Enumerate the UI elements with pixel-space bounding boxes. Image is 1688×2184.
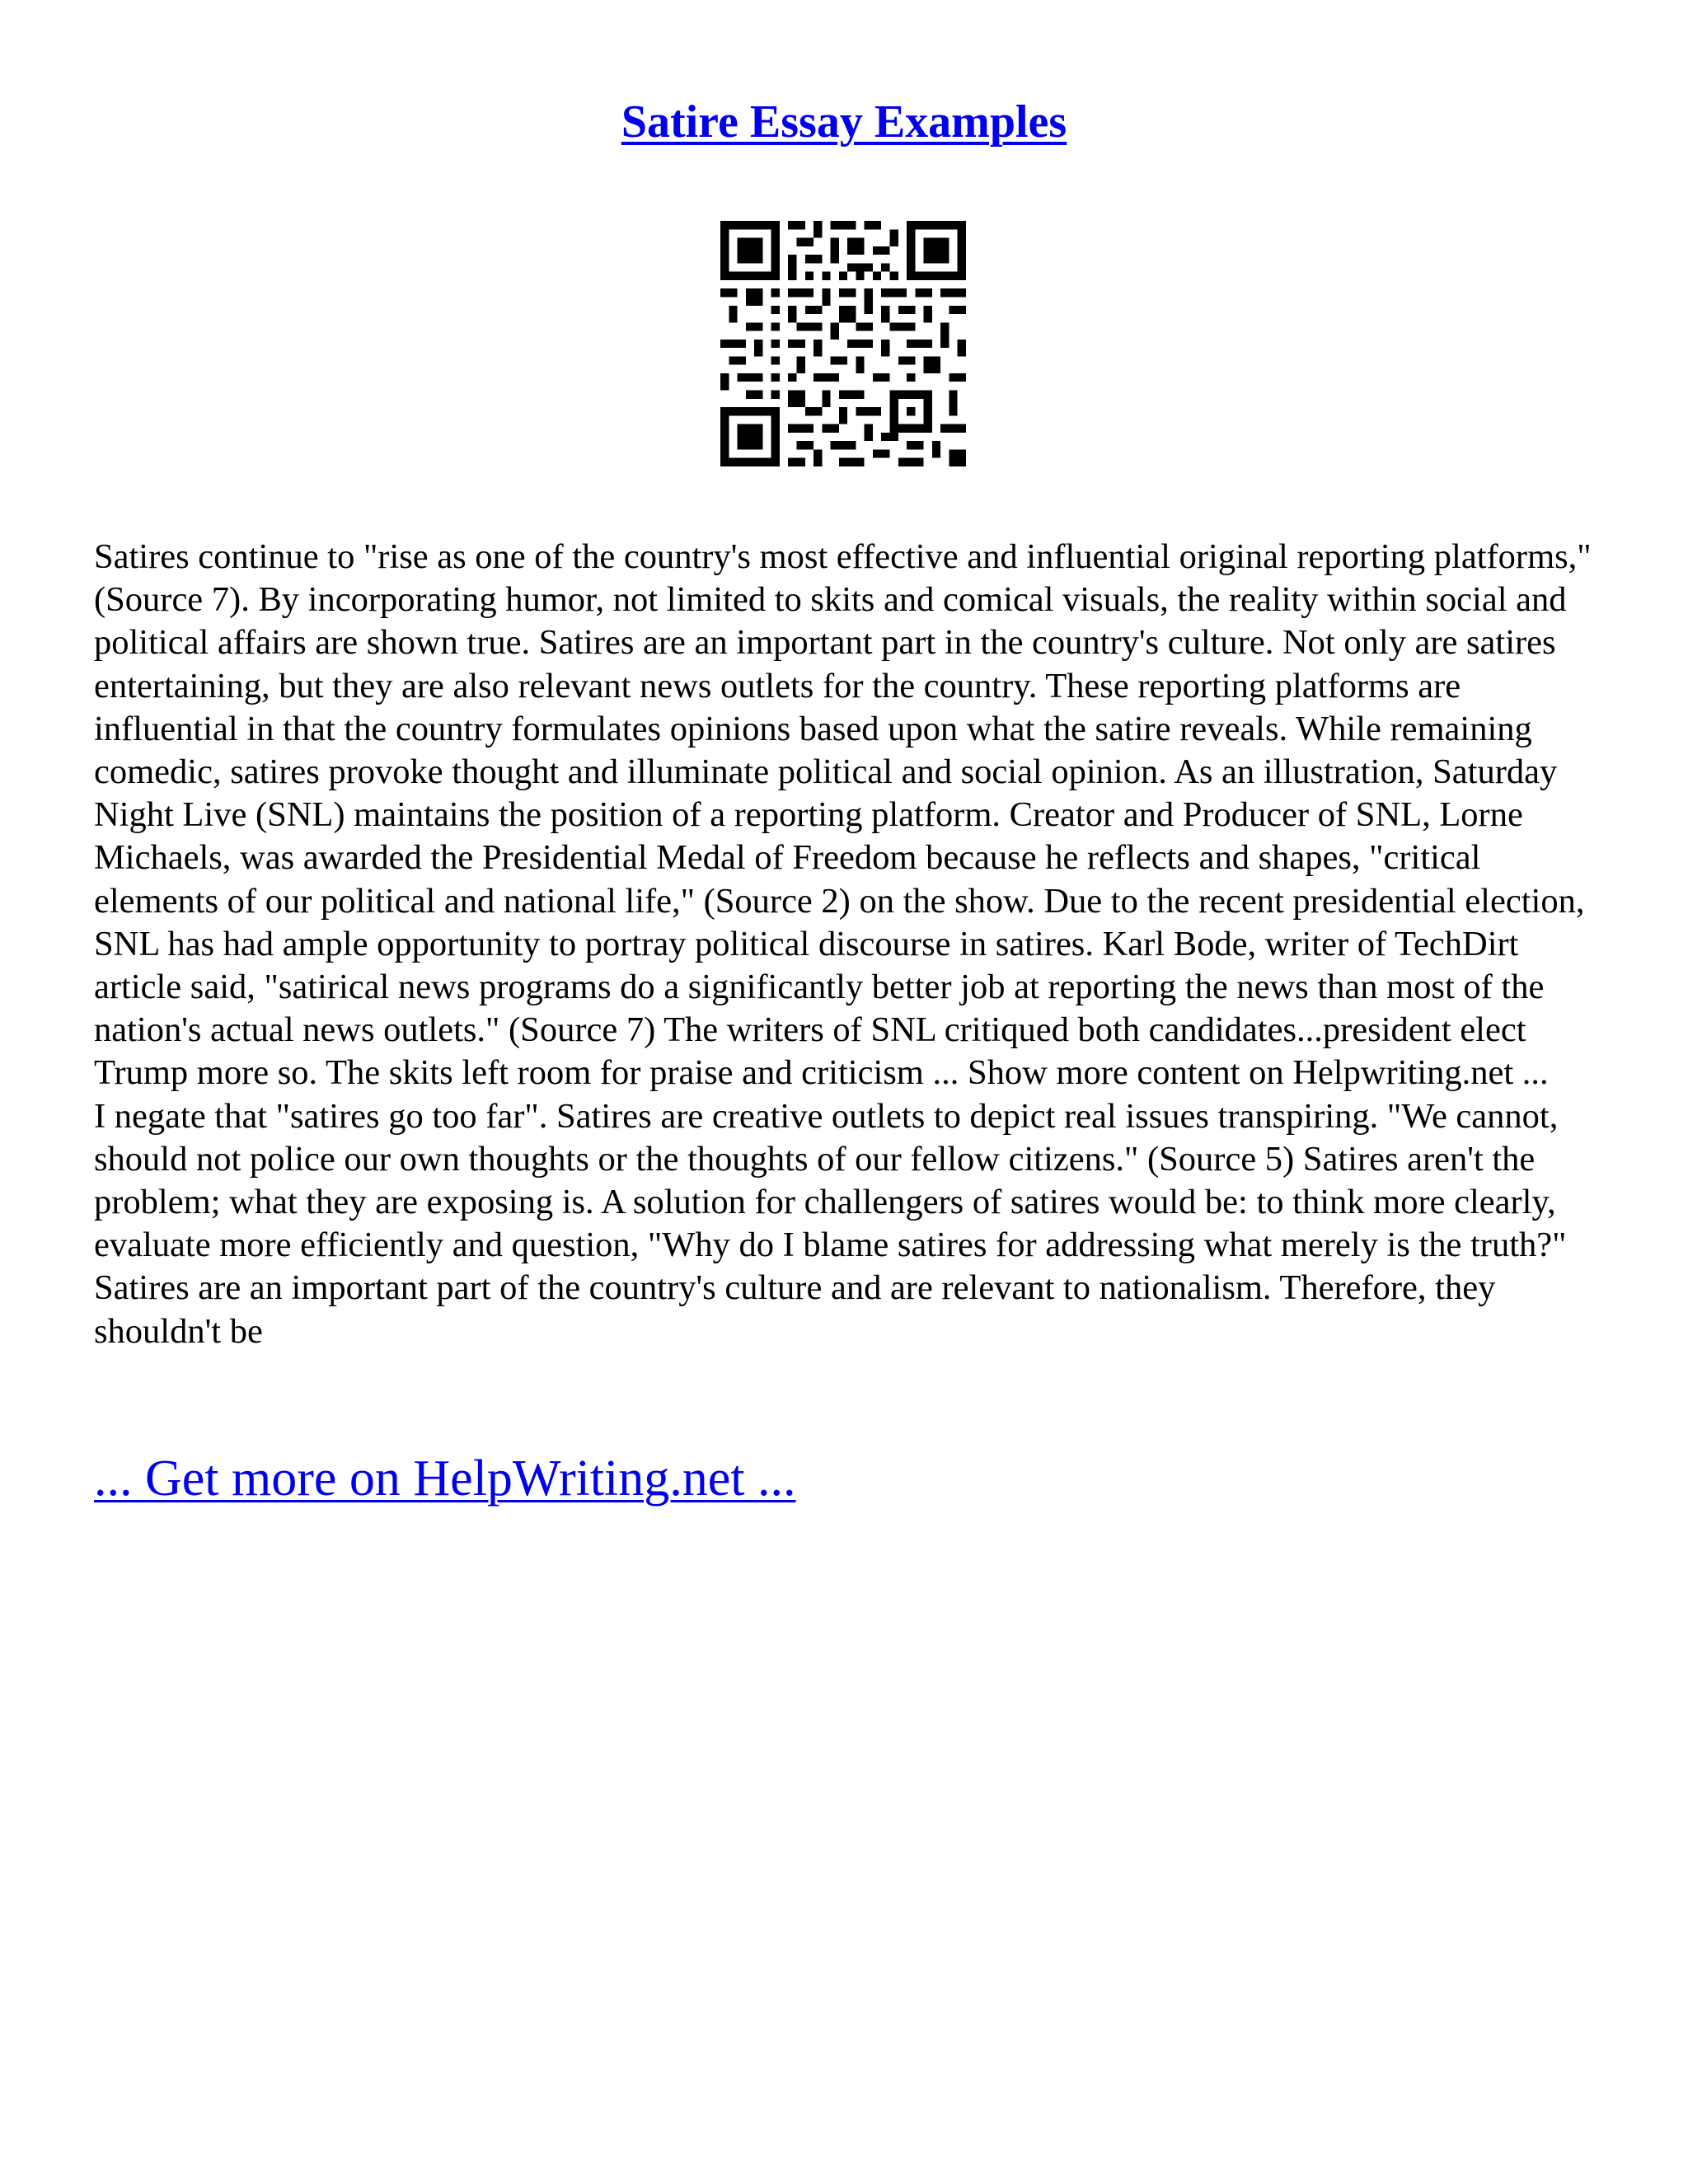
get-more-link[interactable]: ... Get more on HelpWriting.net ... (94, 1451, 796, 1507)
essay-paragraph-1: Satires continue to "rise as one of the country's most effective and influential original reporting platforms," (Source 7). By incorporating humor, not limited to skits and comical visuals, the reality within social and political affairs are shown true. Satires are an important part in the country's culture. Not only are satires entertaining, but they are also relevant news outlets for the country. These reporting platforms are influential in that the country formulates opinions based upon what the satire reveals. While remaining comedic, satires provoke thought and illuminate political and social opinion. As an illustration, Saturday Night Live (SNL) maintains the position of a reporting platform. Creator and Producer of SNL, Lorne Michaels, was awarded the Presidential Medal of Freedom because he reflects and shapes, "critical elements of our political and national life," (Source 2) on the show. Due to the recent presidential election, SNL has had ample opportunity to portray political discourse in satires. Karl Bode, writer of TechDirt article said, "satirical news programs do a significantly better job at reporting the news than most of the nation's actual news outlets." (Source 7) The writers of SNL critiqued both candidates...president elect Trump more so. The skits left room for praise and criticism ... Show more content on Helpwriting.net ... (94, 537, 1592, 1093)
essay-body (94, 536, 1611, 1353)
page-title (0, 89, 1688, 155)
qr-code (720, 221, 966, 466)
essay-paragraph-2: I negate that "satires go too far". Satires are creative outlets to depict real issues transpiring. "We cannot, should not police our own thoughts or the thoughts of our fellow citizens." (Source 5) Satires aren't the problem; what they are exposing is. A solution for challengers of satires would be: to think more clearly, evaluate more efficiently and question, "Why do I blame satires for addressing what merely is the truth?" Satires are an important part of the country's culture and are relevant to nationalism. Therefore, they shouldn't be (94, 1096, 1567, 1351)
title-link[interactable]: Satire Essay Examples (621, 96, 1067, 148)
get-more-link-container (94, 1446, 796, 1511)
